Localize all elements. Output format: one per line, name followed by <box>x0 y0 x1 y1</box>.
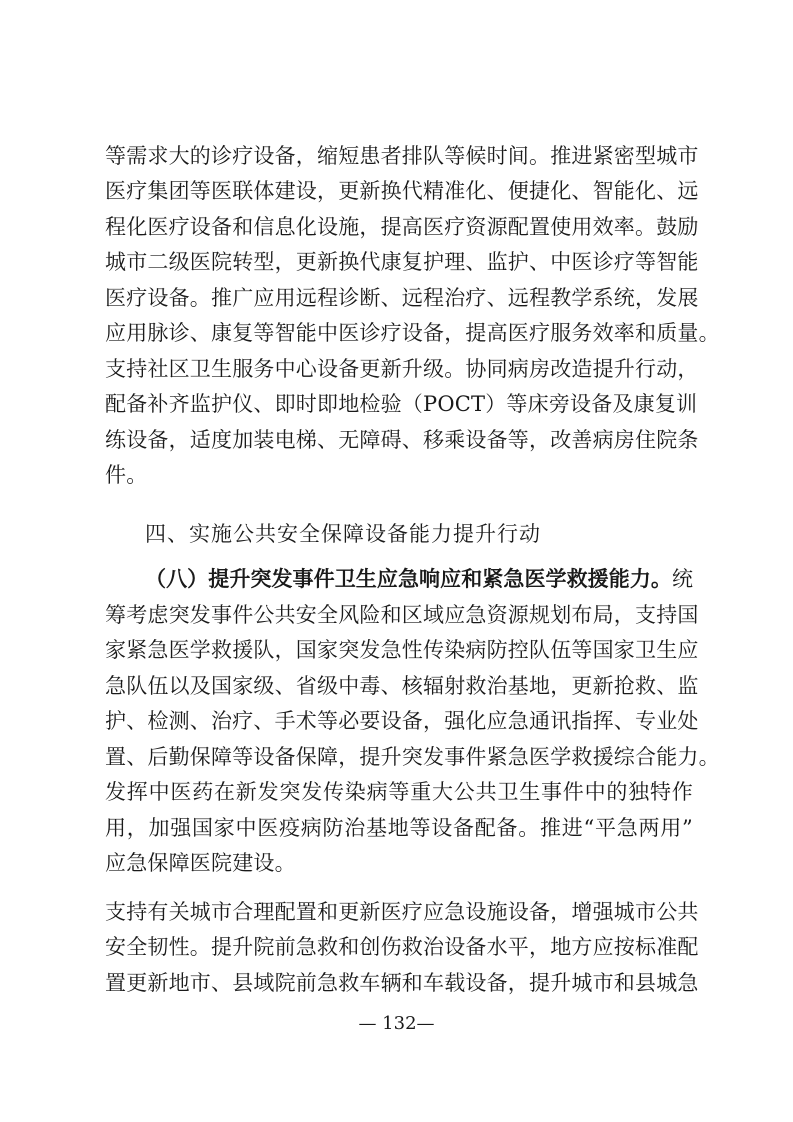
text-line: 等需求大的诊疗设备，缩短患者排队等候时间。推进紧密型城市 <box>105 144 699 168</box>
text-line: 安全韧性。提升院前急救和创伤救治设备水平，地方应按标准配 <box>105 935 699 959</box>
text-line: 支持社区卫生服务中心设备更新升级。协同病房改造提升行动， <box>105 357 699 381</box>
text-line: 医疗设备。推广应用远程诊断、远程治疗、远程教学系统，发展 <box>105 286 699 310</box>
text-line: 用，加强国家中医疫病防治基地等设备配备。推进“平急两用” <box>105 816 693 840</box>
page-number: — 132— <box>358 1013 435 1034</box>
text-line: 件。 <box>105 463 148 487</box>
section-heading: 四、实施公共安全保障设备能力提升行动 <box>145 522 541 546</box>
text-line: 置、后勤保障等设备保障，提升突发事件紧急医学救援综合能力。 <box>105 745 720 769</box>
text-line: 发挥中医药在新发突发传染病等重大公共卫生事件中的独特作 <box>105 780 693 804</box>
text-line: 支持有关城市合理配置和更新医疗应急设施设备，增强城市公共 <box>105 900 699 924</box>
text-line: 应用脉诊、康复等智能中医诊疗设备，提高医疗服务效率和质量。 <box>105 321 720 345</box>
text-line: 配备补齐监护仪、即时即地检验（POCT）等床旁设备及康复训 <box>105 392 698 416</box>
text-line: 城市二级医院转型，更新换代康复护理、监护、中医诊疗等智能 <box>105 250 699 274</box>
text-line-with-subhead <box>145 564 693 594</box>
text-line: 医疗集团等医联体建设，更新换代精准化、便捷化、智能化、远 <box>105 179 699 203</box>
text-line: 筹考虑突发事件公共安全风险和区域应急资源规划布局，支持国 <box>105 603 699 627</box>
text-fragment: 统 <box>672 567 693 591</box>
text-line: 应急保障医院建设。 <box>105 851 296 875</box>
text-line: 家紧急医学救援队，国家突发急性传染病防控队伍等国家卫生应 <box>105 638 699 662</box>
text-line: 练设备，适度加装电梯、无障碍、移乘设备等，改善病房住院条 <box>105 428 699 452</box>
subsection-title: （八）提升突发事件卫生应急响应和紧急医学救援能力。 <box>145 566 672 591</box>
text-line: 护、检测、治疗、手术等必要设备，强化应急通讯指挥、专业处 <box>105 709 699 733</box>
text-line: 程化医疗设备和信息化设施，提高医疗资源配置使用效率。鼓励 <box>105 215 699 239</box>
text-line: 置更新地市、县域院前急救车辆和车载设备，提升城市和县城急 <box>105 971 699 995</box>
text-line: 急队伍以及国家级、省级中毒、核辐射救治基地，更新抢救、监 <box>105 674 699 698</box>
